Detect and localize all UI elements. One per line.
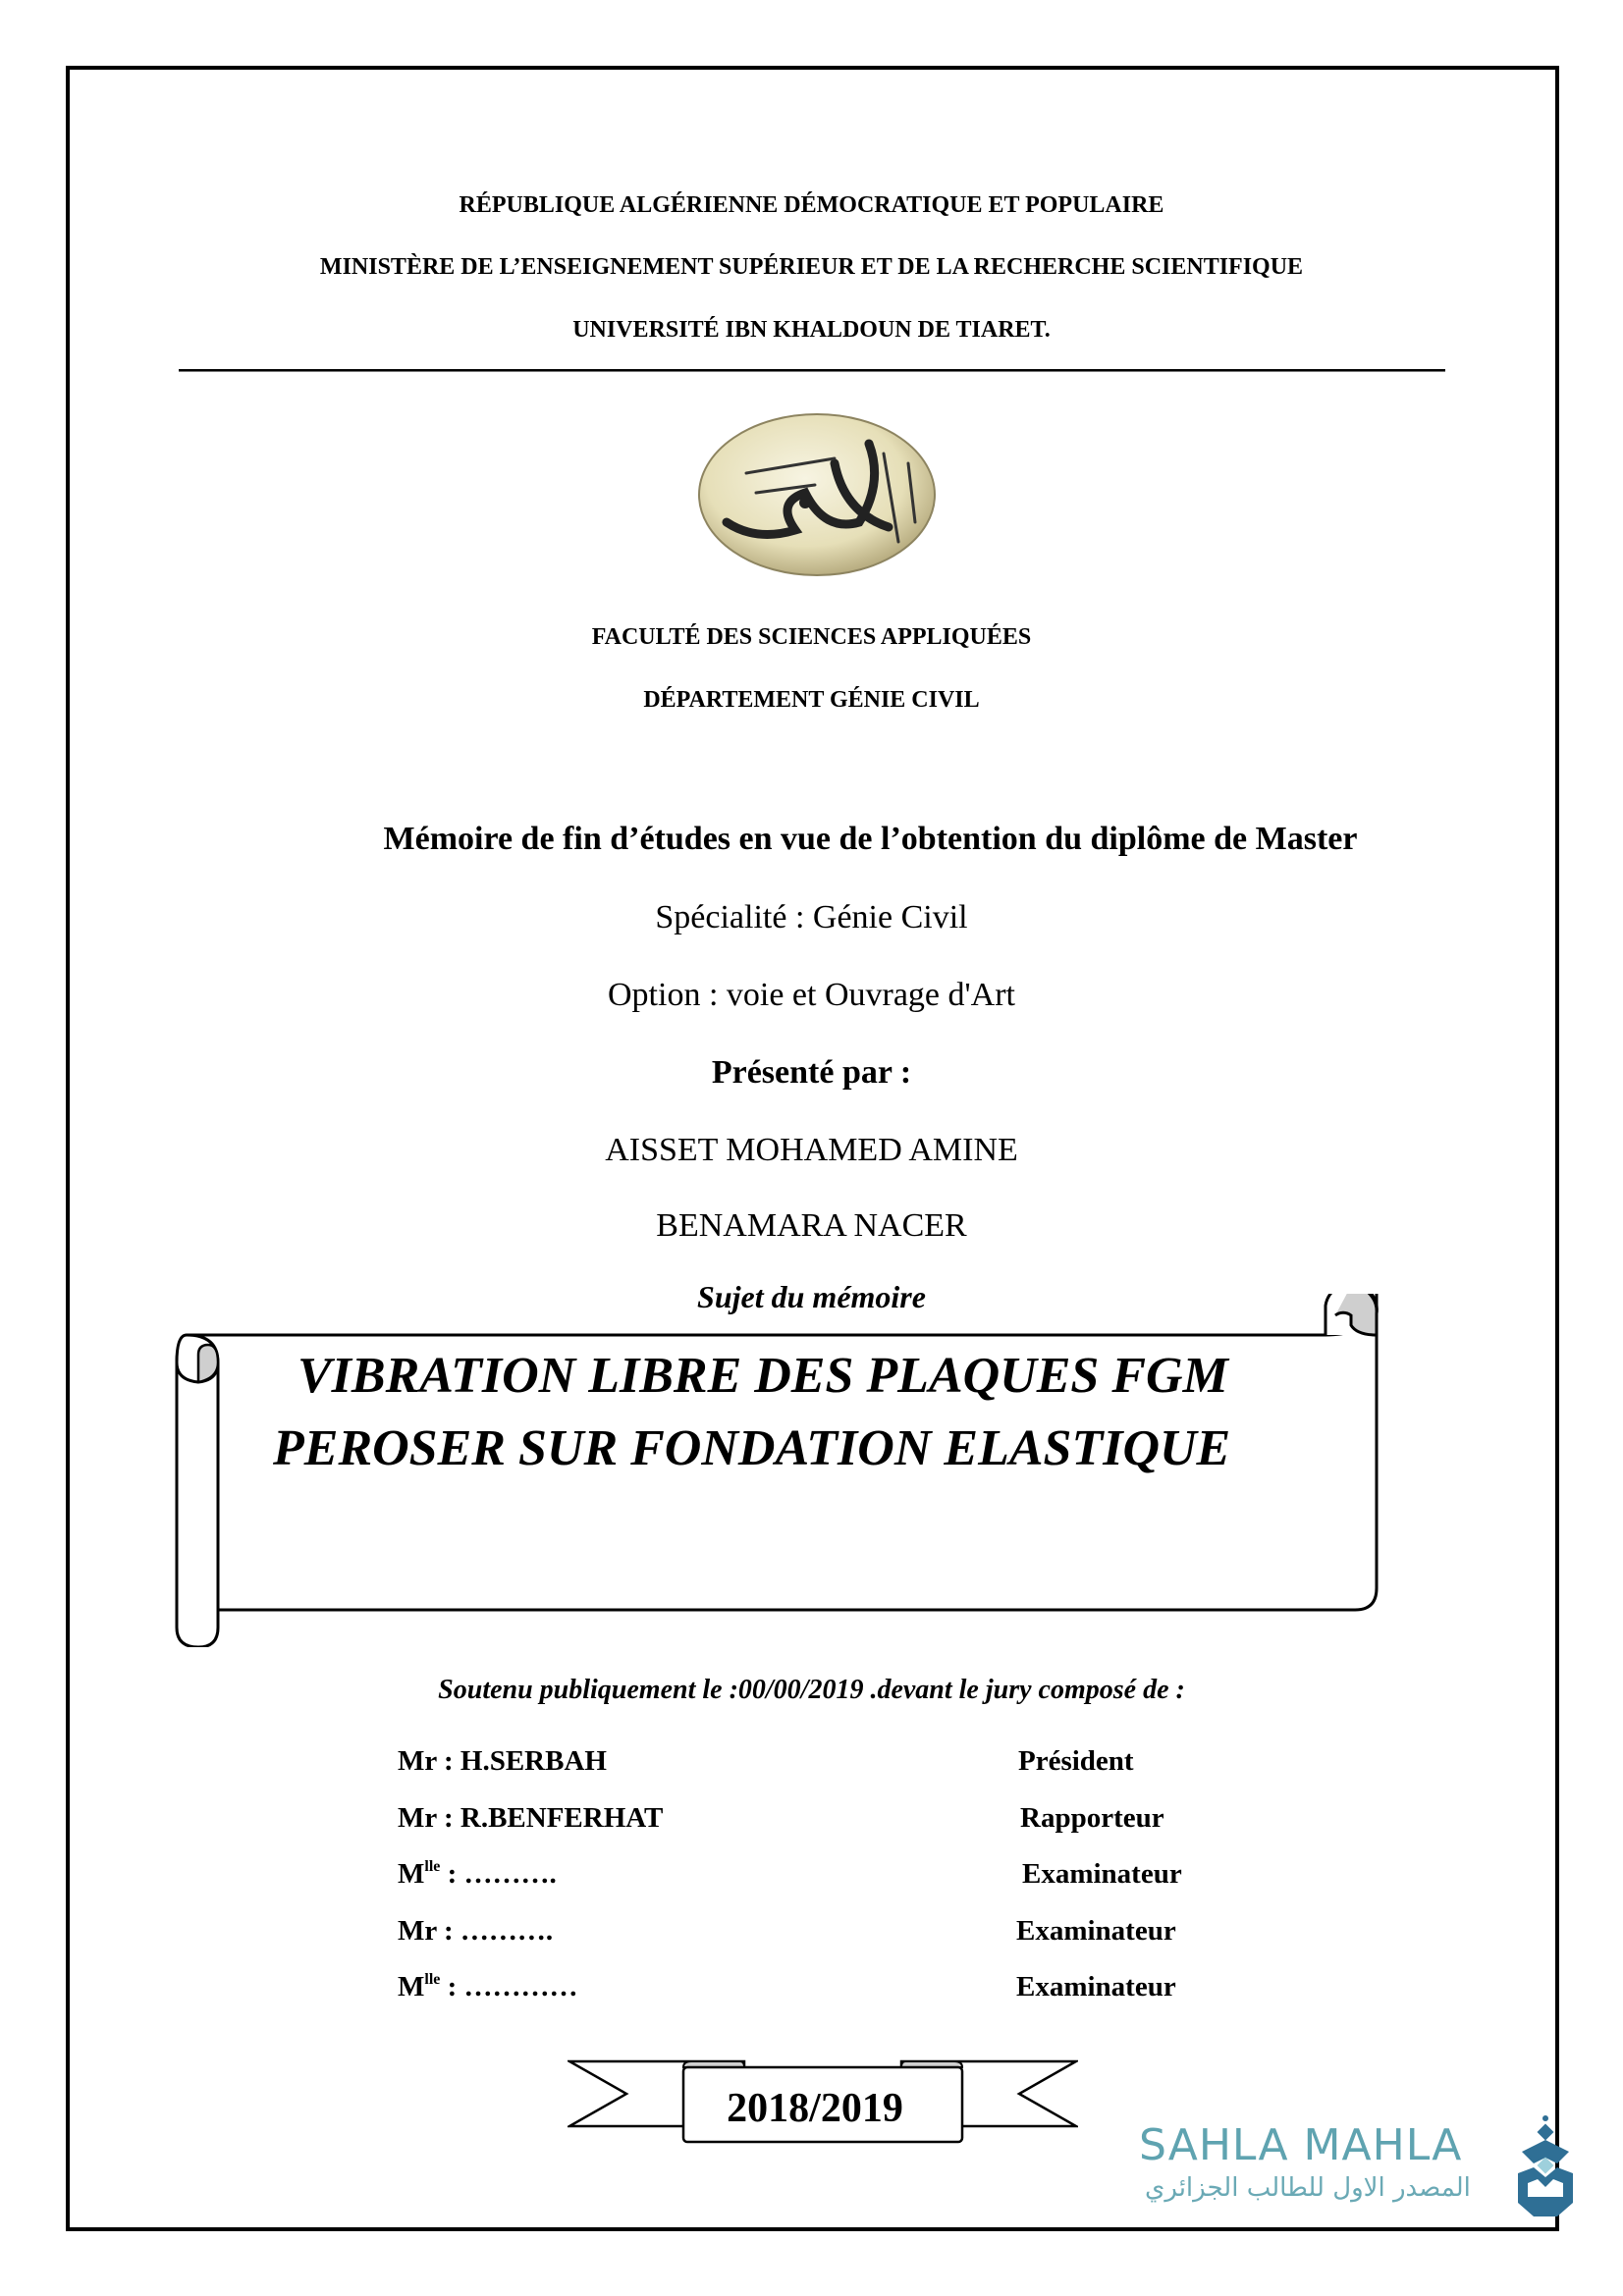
option: Option : voie et Ouvrage d'Art bbox=[608, 977, 1015, 1013]
sahla-mahla-logo-icon bbox=[1514, 2112, 1575, 2220]
jury-member-role: Président bbox=[1018, 1745, 1134, 1777]
presented-by-label: Présenté par : bbox=[711, 1054, 912, 1091]
department-name: DÉPARTEMENT GÉNIE CIVIL bbox=[643, 687, 980, 713]
jury-member-role: Rapporteur bbox=[1020, 1802, 1164, 1834]
jury-member-name: Mr : ………. bbox=[398, 1915, 554, 1947]
thesis-title-line-1: VIBRATION LIBRE DES PLAQUES FGM bbox=[298, 1348, 1228, 1404]
jury-member-role: Examinateur bbox=[1016, 1971, 1176, 2002]
faculty-name: FACULTÉ DES SCIENCES APPLIQUÉES bbox=[591, 624, 1032, 650]
watermark-tagline: المصدر الاول للطالب الجزائري bbox=[1145, 2173, 1471, 2203]
thesis-title-line-2: PEROSER SUR FONDATION ELASTIQUE bbox=[273, 1420, 1231, 1476]
jury-member-role: Examinateur bbox=[1016, 1915, 1176, 1947]
ministry-heading: MINISTÈRE DE L’ENSEIGNEMENT SUPÉRIEUR ET DE LA RECHERCHE SCIENTIFIQUE bbox=[319, 254, 1304, 280]
jury-member-role: Examinateur bbox=[1022, 1858, 1182, 1890]
university-seal-icon bbox=[687, 404, 947, 583]
thesis-purpose: Mémoire de fin d’études en vue de l’obtention du diplôme de Master bbox=[383, 821, 1358, 857]
jury-member-name: $M^{lle}$ : ………… bbox=[398, 1971, 578, 2002]
watermark-brand: SAHLA MAHLA bbox=[1139, 2120, 1463, 2170]
defense-statement: Soutenu publiquement le :00/00/2019 .devant le jury composé de : bbox=[438, 1675, 1185, 1705]
academic-year: 2018/2019 bbox=[727, 2086, 903, 2131]
specialty: Spécialité : Génie Civil bbox=[655, 899, 968, 935]
author-name: AISSET MOHAMED AMINE bbox=[605, 1132, 1018, 1168]
republic-heading: RÉPUBLIQUE ALGÉRIENNE DÉMOCRATIQUE ET POPULAIRE bbox=[459, 192, 1164, 218]
university-heading: UNIVERSITÉ IBN KHALDOUN DE TIARET. bbox=[572, 317, 1051, 343]
author-name: BENAMARA NACER bbox=[656, 1207, 967, 1244]
jury-member-name: $M^{lle}$ : ………. bbox=[398, 1858, 557, 1890]
jury-member-name: Mr : H.SERBAH bbox=[398, 1745, 607, 1777]
jury-member-name: Mr : R.BENFERHAT bbox=[398, 1802, 664, 1834]
header-divider bbox=[179, 369, 1445, 371]
subject-label: Sujet du mémoire bbox=[697, 1279, 926, 1314]
sahla-mahla-watermark bbox=[1139, 2120, 1571, 2228]
